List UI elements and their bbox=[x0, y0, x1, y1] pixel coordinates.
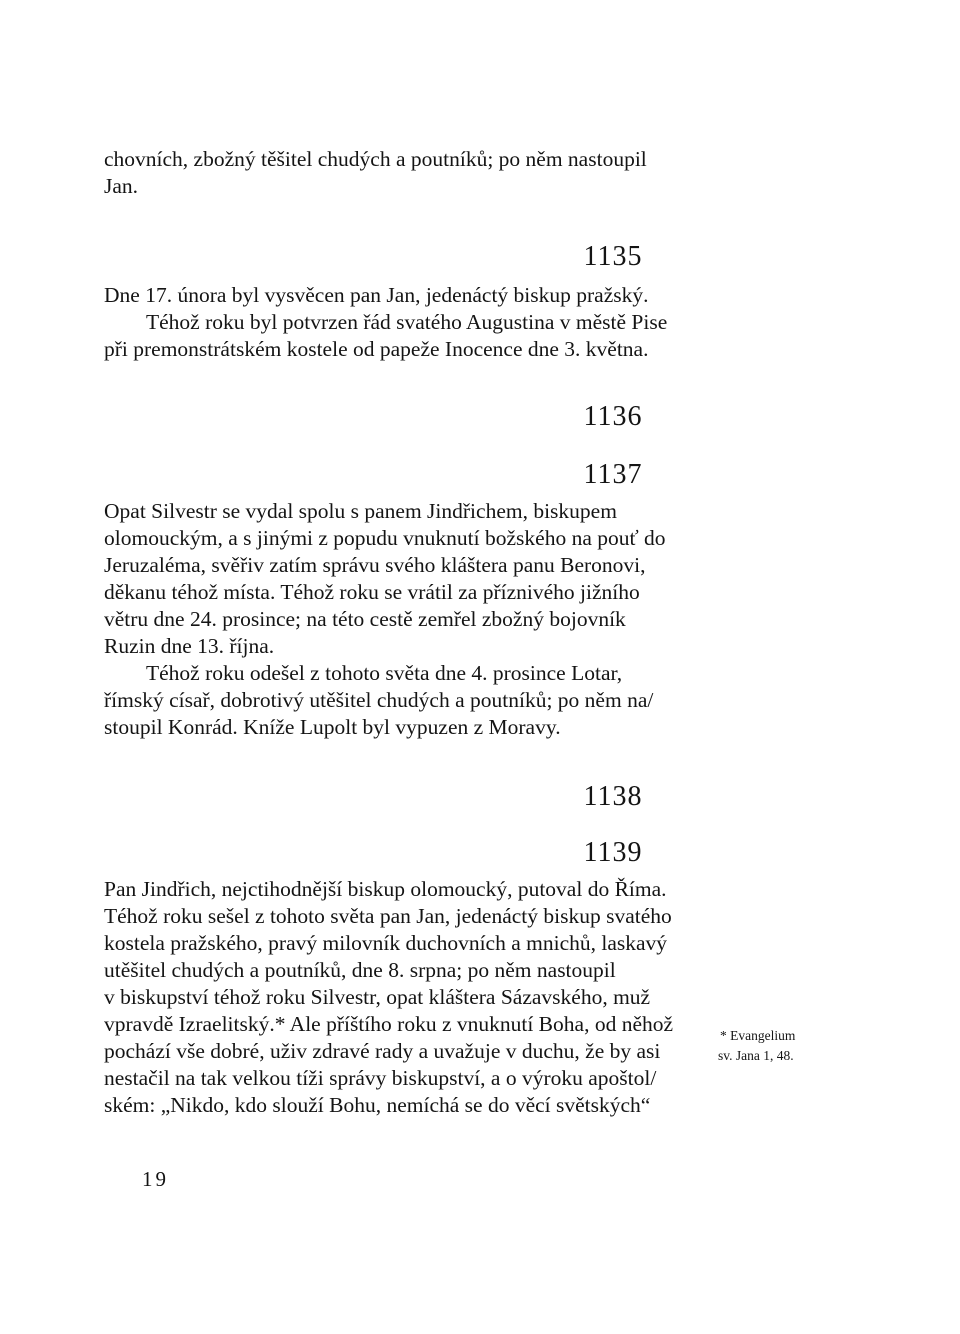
text-line: stoupil Konrád. Kníže Lupolt byl vypuzen z Moravy. bbox=[104, 715, 561, 739]
text-line: ském: „Nikdo, kdo slouží Bohu, nemíchá se do věcí světských“ bbox=[104, 1093, 651, 1117]
marginal-note-line: sv. Jana 1, 48. bbox=[718, 1048, 794, 1063]
year-heading: 1136 bbox=[583, 401, 643, 432]
text-line: olomouckým, a s jinými z popudu vnuknutí božského na pouť do bbox=[104, 526, 666, 550]
text-line: Téhož roku byl potvrzen řád svatého Augustina v městě Pise bbox=[146, 310, 668, 334]
text-line: vpravdě Izraelitský.* Ale příštího roku z vnuknutí Boha, od něhož bbox=[104, 1012, 674, 1036]
text-line: utěšitel chudých a poutníků, dne 8. srpna; po něm nastoupil bbox=[104, 958, 616, 982]
text-line: pochází vše dobré, uživ zdravé rady a uvažuje v duchu, že by asi bbox=[104, 1039, 661, 1063]
text-line: chovních, zbožný těšitel chudých a poutníků; po něm nastoupil bbox=[104, 147, 647, 171]
text-line: nestačil na tak velkou tíži správy biskupství, a o výroku apoštol/ bbox=[104, 1066, 657, 1090]
marginal-note-line: * Evangelium bbox=[720, 1028, 796, 1043]
year-heading: 1139 bbox=[583, 837, 643, 868]
year-heading: 1138 bbox=[583, 781, 643, 812]
text-line: Jan. bbox=[104, 174, 139, 198]
text-line: Ruzin dne 13. října. bbox=[104, 634, 275, 658]
text-line: kostela pražského, pravý milovník duchovních a mnichů, laskavý bbox=[104, 931, 668, 955]
text-line: římský císař, dobrotivý utěšitel chudých a poutníků; po něm na/ bbox=[104, 688, 654, 712]
text-line: Dne 17. února byl vysvěcen pan Jan, jedenáctý biskup pražský. bbox=[104, 283, 649, 307]
text-line: Téhož roku odešel z tohoto světa dne 4. prosince Lotar, bbox=[146, 661, 623, 685]
year-heading: 1135 bbox=[583, 241, 643, 272]
text-line: při premonstrátském kostele od papeže Inocence dne 3. května. bbox=[104, 337, 649, 361]
text-line: Téhož roku sešel z tohoto světa pan Jan, jedenáctý biskup svatého bbox=[104, 904, 672, 928]
text-line: Opat Silvestr se vydal spolu s panem Jindřichem, biskupem bbox=[104, 499, 617, 523]
text-line: děkanu téhož místa. Téhož roku se vrátil za příznivého jižního bbox=[104, 580, 640, 604]
text-line: větru dne 24. prosince; na této cestě zemřel zbožný bojovník bbox=[104, 607, 626, 631]
text-line: v biskupství téhož roku Silvestr, opat kláštera Sázavského, muž bbox=[104, 985, 651, 1009]
text-line: Pan Jindřich, nejctihodnější biskup olomoucký, putoval do Říma. bbox=[104, 877, 667, 901]
page-number: 19 bbox=[142, 1167, 169, 1191]
text-line: Jeruzaléma, svěřiv zatím správu svého kláštera panu Beronovi, bbox=[104, 553, 646, 577]
year-heading: 1137 bbox=[583, 459, 643, 490]
